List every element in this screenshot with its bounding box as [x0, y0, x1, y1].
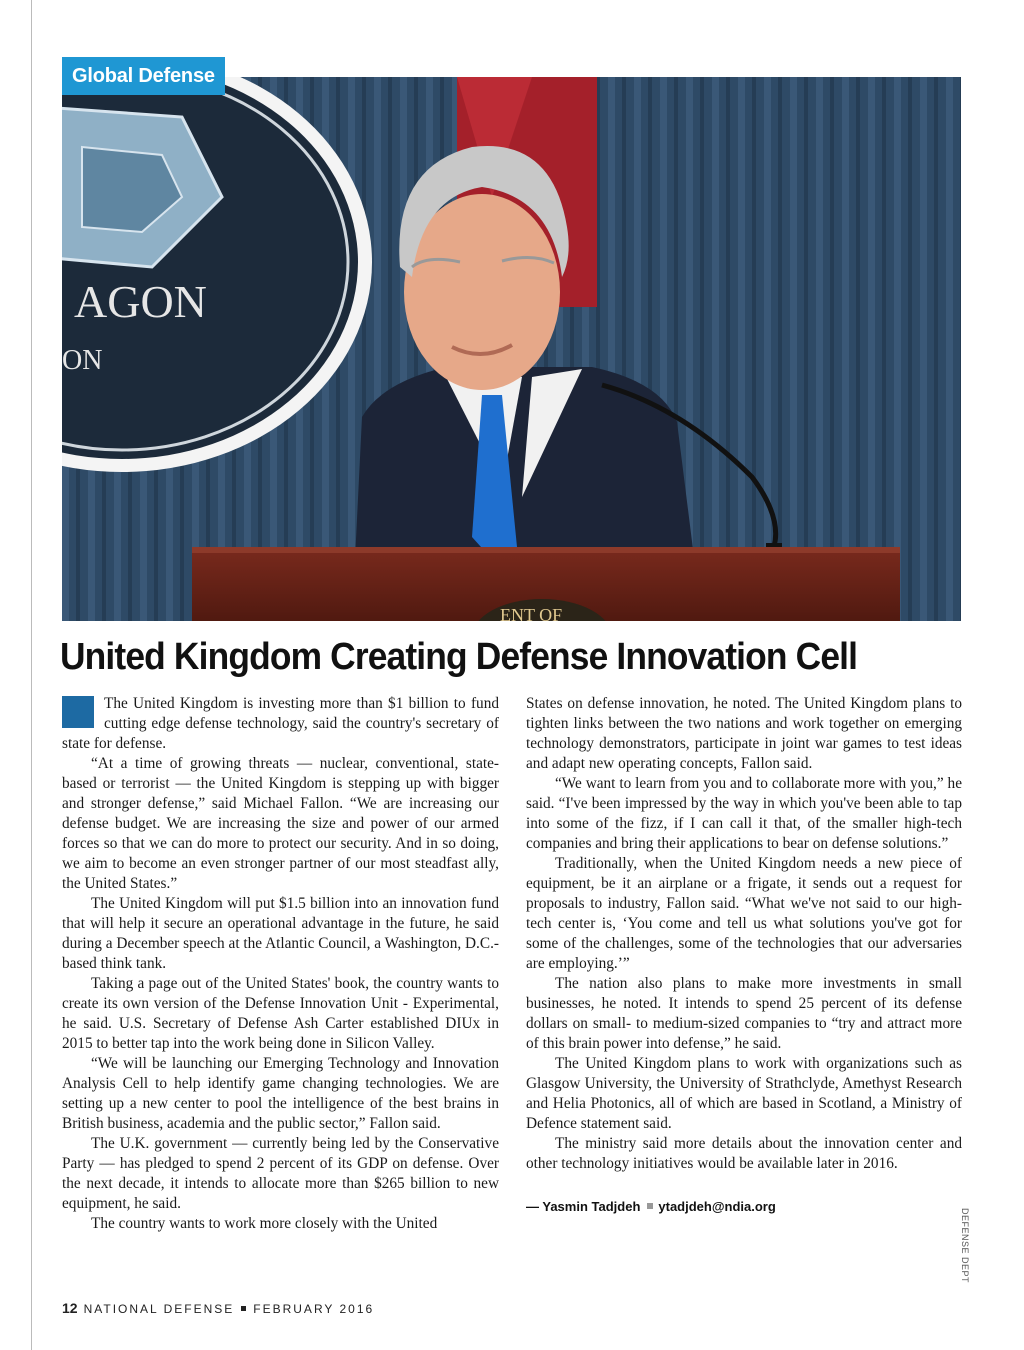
page-footer: [62, 1300, 374, 1316]
paragraph: The ministry said more details about the innovation center and other technology initiatives would be available later in 2016.: [526, 1135, 962, 1172]
byline-separator: [647, 1203, 653, 1209]
paragraph: The United Kingdom is investing more than $1 billion to fund cutting edge defense technology, said the country's secretary of state for defense.: [62, 695, 499, 752]
drop-cap-square: [62, 696, 94, 728]
paragraph: “At a time of growing threats — nuclear, conventional, state-based or terrorist — the United Kingdom is stepping up with bigger and stronger defense,” said Michael Fallon. “We are increasing our defense budget. We are increasing the size and power of our armed forces so that we can do more to protect our security. And in so doing, we aim to become an even stronger partner of our most steadfast ally, the United States.”: [62, 755, 499, 892]
photo-credit: DEFENSE DEPT: [960, 1208, 970, 1284]
press-briefing-illustration: [62, 77, 961, 621]
section-badge: Global Defense: [62, 57, 225, 95]
seal-text-large: AGON: [74, 276, 207, 327]
seal-text-small: ON: [62, 345, 103, 376]
paragraph: “We will be launching our Emerging Technology and Innovation Analysis Cell to help identify game changing technologies. We are setting up a new center to pool the intelligence of the best brains in British business, academia and the public sector,” Fallon said.: [62, 1055, 499, 1132]
page-number: 12: [62, 1300, 78, 1316]
issue-date: FEBRUARY 2016: [253, 1302, 375, 1316]
hero-photo: [62, 77, 961, 621]
paragraph: “We want to learn from you and to collaborate more with you,” he said. “I've been impressed by the way in which you've been able to tap into some of the fizz, if I can call it that, of the smaller high-tech companies and bring their applications to bear on defense solutions.”: [526, 775, 962, 852]
paragraph: The country wants to work more closely with the United: [91, 1215, 438, 1232]
byline-email[interactable]: ytadjdeh@ndia.org: [658, 1199, 776, 1214]
paragraph: Taking a page out of the United States' book, the country wants to create its own version of the Defense Innovation Unit - Experimental, he said. U.S. Secretary of Defense Ash Carter established DIUx in 2015 to better tap into the work being done in Silicon Valley.: [62, 975, 499, 1052]
article-column-right: [526, 694, 962, 1217]
podium-seal-text: ENT OF: [500, 605, 563, 621]
paragraph: States on defense innovation, he noted. The United Kingdom plans to tighten links between the two nations and work together on emerging technology demonstrators, participate in joint war games to test ideas and adapt new operating concepts, Fallon said.: [526, 695, 962, 772]
paragraph: The United Kingdom plans to work with organizations such as Glasgow University, the University of Strathclyde, Amethyst Research and Helia Photonics, all of which are based in Scotland, a Ministry of Defence statement said.: [526, 1055, 962, 1132]
byline-author: — Yasmin Tadjdeh: [526, 1199, 641, 1214]
byline: [526, 1197, 962, 1217]
article-headline: United Kingdom Creating Defense Innovation Cell: [60, 636, 858, 678]
paragraph: Traditionally, when the United Kingdom needs a new piece of equipment, be it an airplane or a frigate, it sends out a request for proposals to industry, Fallon said. “What we've not said to our high-tech center is, ‘You come and tell us what solutions you've got for some of the challenges, some of the technologies that our adversaries are employing.’”: [526, 855, 962, 972]
article-column-left: [62, 694, 499, 1234]
paragraph: The United Kingdom will put $1.5 billion into an innovation fund that will help it secure an operational advantage in the future, he said during a December speech at the Atlantic Council, a Washington, D.C.-based think tank.: [62, 895, 499, 972]
footer-separator: [241, 1306, 246, 1311]
publication-name: NATIONAL DEFENSE: [83, 1302, 235, 1316]
paragraph: The nation also plans to make more investments in small businesses, he noted. It intends to spend 25 percent of its defense dollars on small- to medium-sized companies to “try and attract more of this brain power into defense,” he said.: [526, 975, 962, 1052]
paragraph: The U.K. government — currently being led by the Conservative Party — has pledged to spend 2 percent of its GDP on defense. Over the next decade, it intends to allocate more than $265 billion to new equipment, he said.: [62, 1135, 499, 1212]
page-spine-line: [31, 0, 32, 1350]
